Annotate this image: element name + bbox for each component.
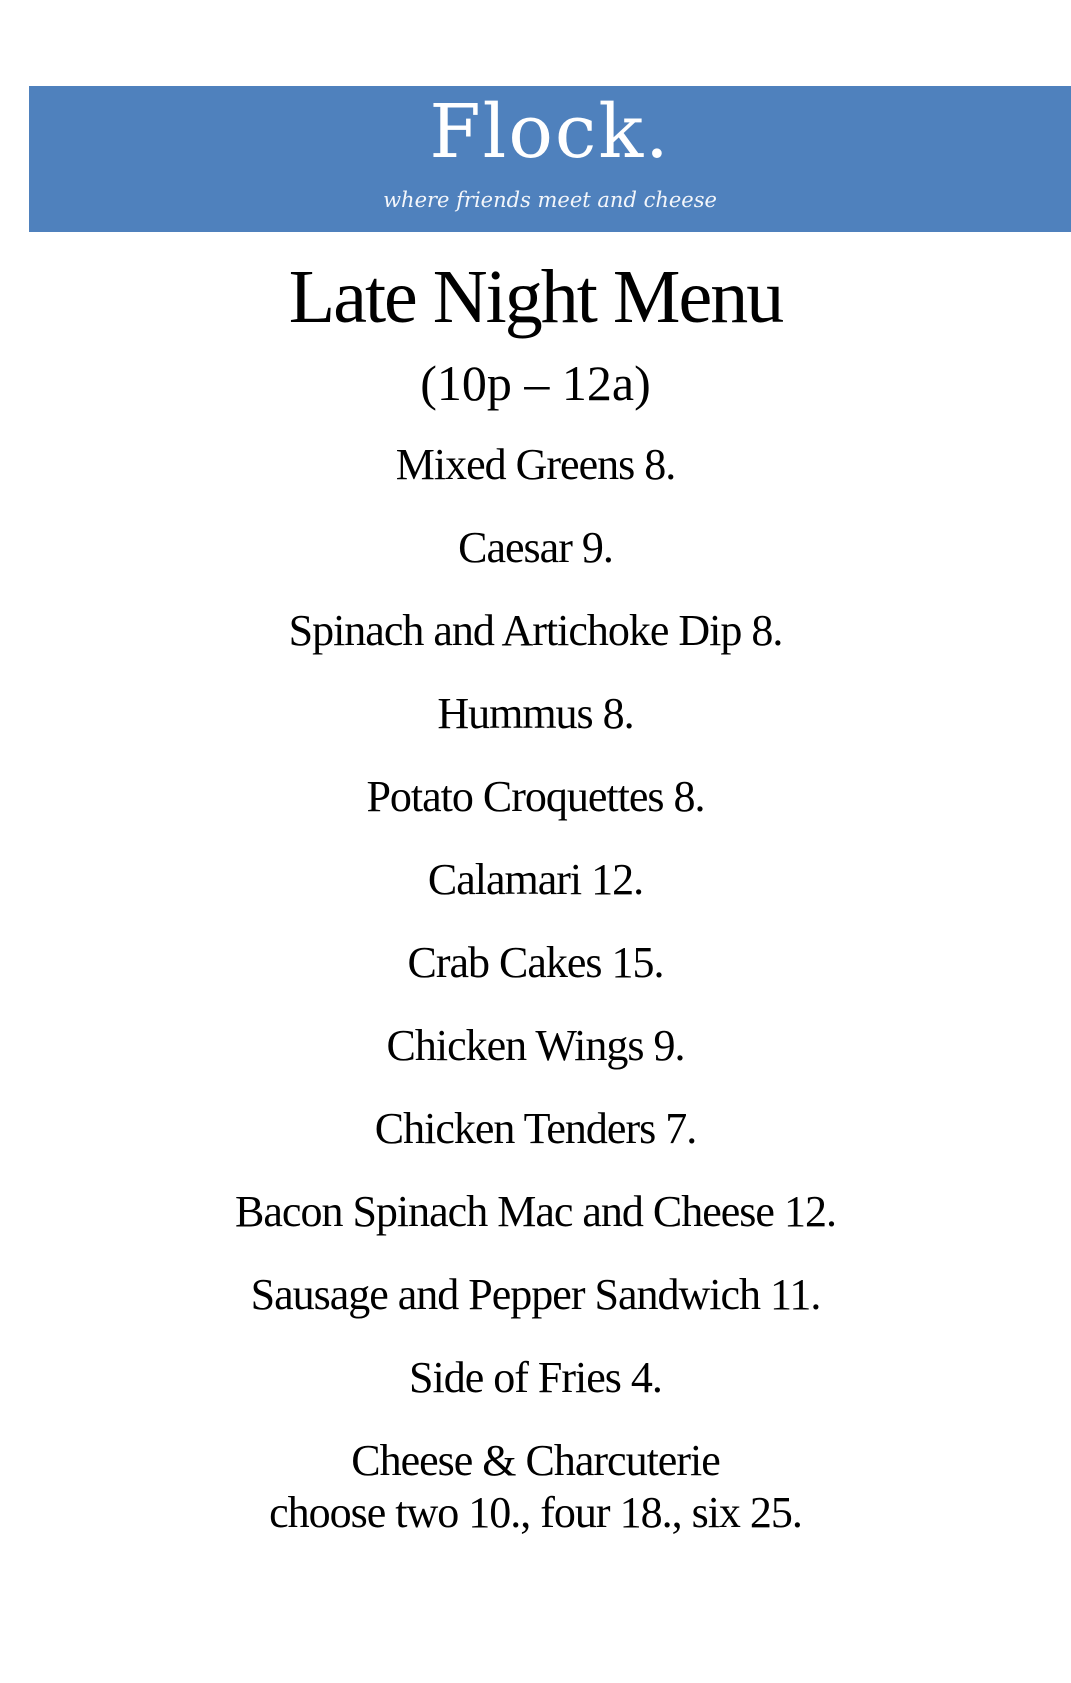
menu-item-crab-cakes: Crab Cakes 15. <box>407 938 664 987</box>
menu-item-spinach-artichoke-dip: Spinach and Artichoke Dip 8. <box>288 606 783 655</box>
menu-item-chicken-wings: Chicken Wings 9. <box>386 1021 685 1070</box>
menu-item-calamari: Calamari 12. <box>427 855 644 904</box>
cheese-charcuterie-name: Cheese & Charcuterie <box>351 1436 720 1485</box>
menu-item-side-of-fries: Side of Fries 4. <box>409 1353 662 1402</box>
menu-title: Late Night Menu <box>288 255 783 339</box>
menu-list <box>0 435 1071 1431</box>
header-banner <box>29 86 1071 232</box>
menu-item-mixed-greens: Mixed Greens 8. <box>395 440 676 489</box>
menu-item-cheese-charcuterie <box>0 1435 1071 1539</box>
brand-tagline: where friends meet and cheese <box>383 188 717 212</box>
menu-item-potato-croquettes: Potato Croquettes 8. <box>366 772 705 821</box>
menu-item-caesar: Caesar 9. <box>458 523 613 572</box>
menu-item-hummus: Hummus 8. <box>437 689 634 738</box>
menu-hours: (10p – 12a) <box>420 355 651 411</box>
cheese-charcuterie-options: choose two 10., four 18., six 25. <box>269 1488 802 1537</box>
brand-logo: Flock. <box>429 89 671 175</box>
menu-item-chicken-tenders: Chicken Tenders 7. <box>374 1104 697 1153</box>
menu-item-sausage-pepper-sandwich: Sausage and Pepper Sandwich 11. <box>250 1270 821 1319</box>
menu-item-bacon-spinach-mac: Bacon Spinach Mac and Cheese 12. <box>235 1187 836 1236</box>
